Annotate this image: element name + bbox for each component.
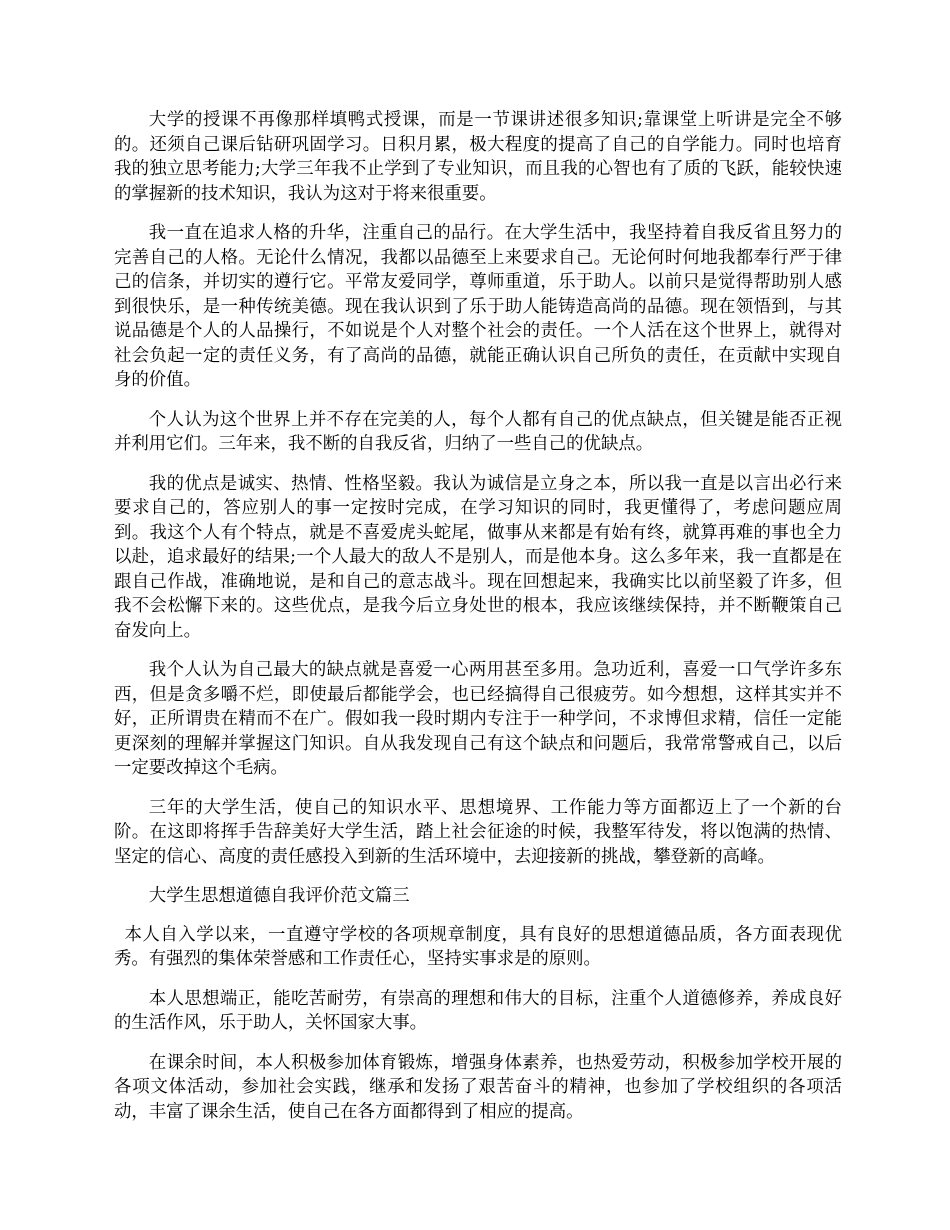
paragraph-conclusion: 三年的大学生活，使自己的知识水平、思想境界、工作能力等方面都迈上了一个新的台阶。在这即将挥手告辞美好大学生活，踏上社会征途的时候，我整军待发，将以饱满的热情、坚定的信心、高度的责任感投入到新的生活环境中，去迎接新的挑战，攀登新的高峰。 xyxy=(114,797,842,867)
paragraph-activities: 在课余时间，本人积极参加体育锻炼，增强身体素养，也热爱劳动，积极参加学校开展的各项文体活动，参加社会实践，继承和发扬了艰苦奋斗的精神，也参加了学校组织的各项活动，丰富了课余生活，使自己在各方面都得到了相应的提高。 xyxy=(114,1052,842,1122)
paragraph-study-ability: 大学的授课不再像那样填鸭式授课，而是一节课讲述很多知识;靠课堂上听讲是完全不够的。还须自己课后钻研巩固学习。日积月累，极大程度的提高了自己的自学能力。同时也培育我的独立思考能力;大学三年我不止学到了专业知识，而且我的心智也有了质的飞跃，能较快速的掌握新的技术知识，我认为这对于将来很重要。 xyxy=(114,110,842,204)
paragraph-morality: 本人思想端正，能吃苦耐劳，有崇高的理想和伟大的目标，注重个人道德修养，养成良好的生活作风，乐于助人，关怀国家大事。 xyxy=(114,988,842,1033)
section-heading: 大学生思想道德自我评价范文篇三 xyxy=(148,886,410,906)
paragraph-weaknesses: 我个人认为自己最大的缺点就是喜爱一心两用甚至多用。急功近利，喜爱一口气学许多东西，但是贪多嚼不烂，即使最后都能学会，也已经搞得自己很疲劳。如今想想，这样其实并不好，正所谓贵在精而不在广。假如我一段时期内专注于一种学问，不求博但求精，信任一定能更深刻的理解并掌握这门知识。自从我发现自己有这个缺点和问题后，我常常警戒自己，以后一定要改掉这个毛病。 xyxy=(114,660,842,778)
paragraph-rules: 本人自入学以来，一直遵守学校的各项规章制度，具有良好的思想道德品质，各方面表现优秀。有强烈的集体荣誉感和工作责任心，坚持实事求是的原则。 xyxy=(114,924,842,969)
paragraph-strengths: 我的优点是诚实、热情、性格坚毅。我认为诚信是立身之本，所以我一直是以言出必行来要求自己的，答应别人的事一定按时完成，在学习知识的同时，我更懂得了，考虑问题应周到。我这个人有个特点，就是不喜爱虎头蛇尾，做事从来都是有始有终，就算再难的事也全力以赴，追求最好的结果;一个人最大的敌人不是别人，而是他本身。这么多年来，我一直都是在跟自己作战，准确地说，是和自己的意志战斗。现在回想起来，我确实比以前坚毅了许多，但我不会松懈下来的。这些优点，是我今后立身处世的根本，我应该继续保持，并不断鞭策自己奋发向上。 xyxy=(114,473,842,641)
paragraph-character: 我一直在追求人格的升华，注重自己的品行。在大学生活中，我坚持着自我反省且努力的完善自己的人格。无论什么情况，我都以品德至上来要求自己。无论何时何地我都奉行严于律己的信条，并切实的遵行它。平常友爱同学，尊师重道，乐于助人。以前只是觉得帮助别人感到很快乐，是一种传统美德。现在我认识到了乐于助人能铸造高尚的品德。现在领悟到，与其说品德是个人的人品操行，不如说是个人对整个社会的责任。一个人活在这个世界上，就得对社会负起一定的责任义务，有了高尚的品德，就能正确认识自己所负的责任，在贡献中实现自身的价值。 xyxy=(114,223,842,390)
document-page xyxy=(114,108,842,1139)
paragraph-self-reflection: 个人认为这个世界上并不存在完美的人，每个人都有自己的优点缺点，但关键是能否正视并利用它们。三年来，我不断的自我反省，归纳了一些自己的优缺点。 xyxy=(114,409,842,454)
